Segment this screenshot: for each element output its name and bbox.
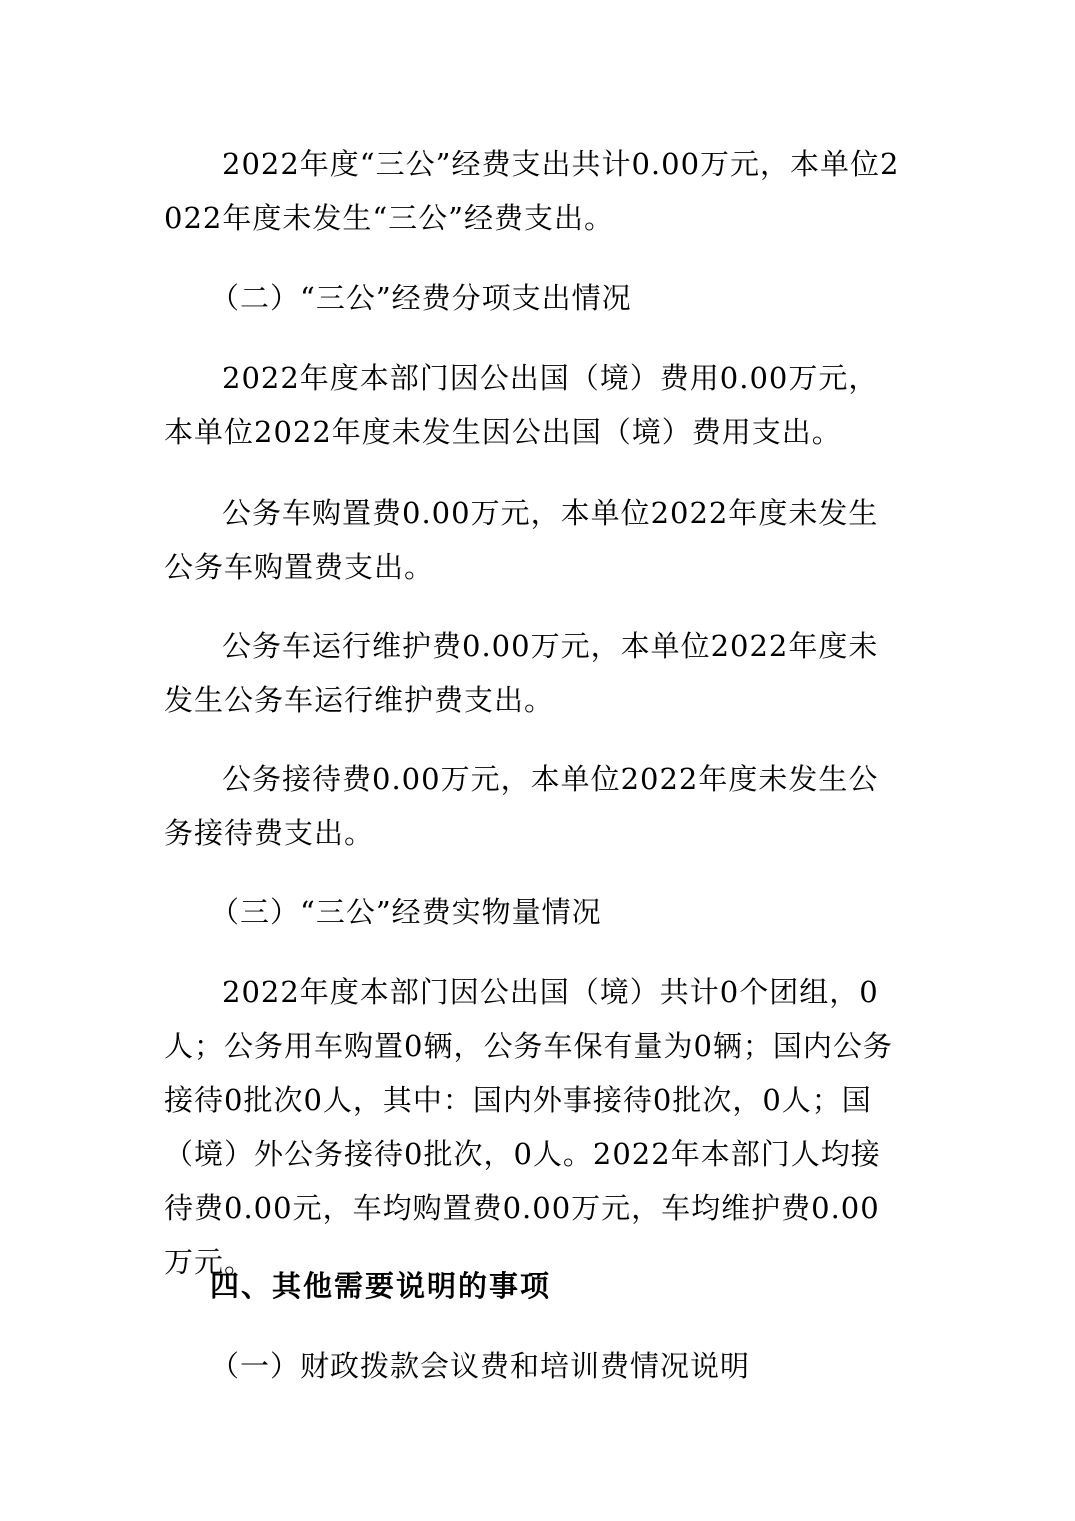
paragraph-vehicle-maintenance: 公务车运行维护费0.00万元，本单位2022年度未发生公务车运行维护费支出。 [164,629,879,717]
section-heading-meeting-training: （一）财政拨款会议费和培训费情况说明 [210,1349,751,1383]
paragraph-total-expense: 2022年度“三公”经费支出共计0.00万元，本单位2022年度未发生“三公”经费支出。 [164,147,900,235]
paragraph-reception: 公务接待费0.00万元，本单位2022年度未发生公务接待费支出。 [164,762,879,850]
paragraph-overseas-travel: 2022年度本部门因公出国（境）费用0.00万元，本单位2022年度未发生因公出国（境）费用支出。 [164,361,879,449]
paragraph-physical-quantity: 2022年度本部门因公出国（境）共计0个团组，0人；公务用车购置0辆，公务车保有量为0辆；国内公务接待0批次0人，其中：国内外事接待0批次，0人；国（境）外公务接待0批次，0人。2022年本部门人均接待费0.00元，车均购置费0.00万元，车均维护费0.00万元。 [164,975,893,1279]
section-heading-physical-quantity: （三）“三公”经费实物量情况 [210,895,602,929]
section-heading-itemized: （二）“三公”经费分项支出情况 [210,281,632,315]
section-heading-other-matters: 四、其他需要说明的事项 [210,1269,552,1303]
paragraph-vehicle-purchase: 公务车购置费0.00万元，本单位2022年度未发生公务车购置费支出。 [164,496,879,584]
